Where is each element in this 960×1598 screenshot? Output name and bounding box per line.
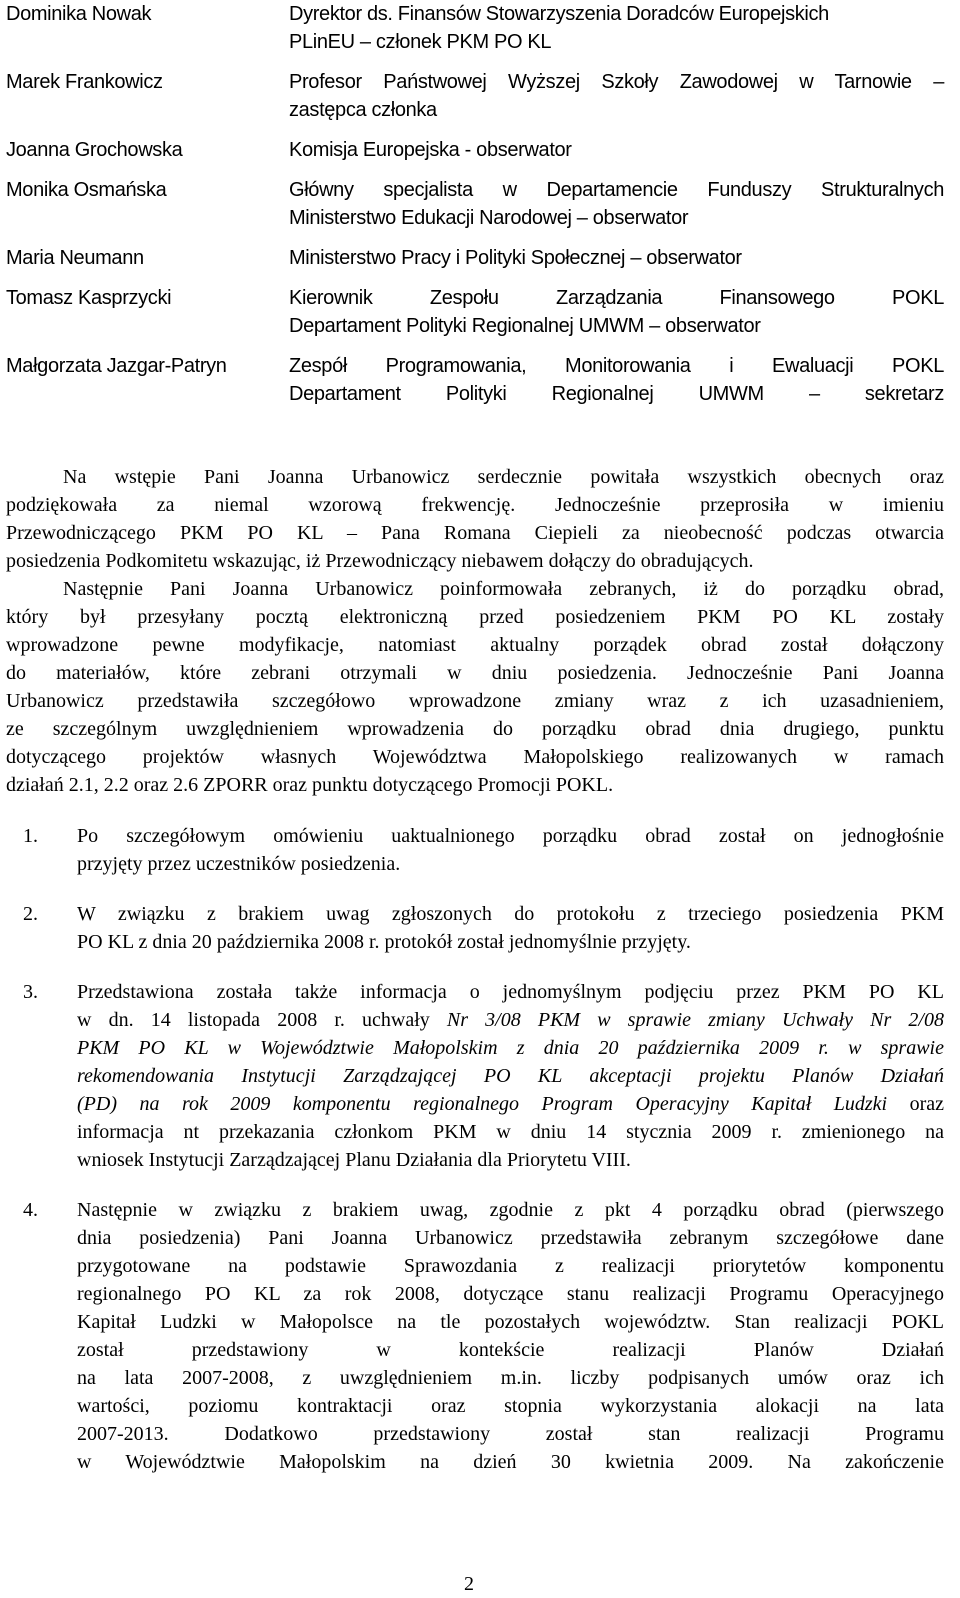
role-line: Zespół Programowania, Monitorowania i Ewaluacji POKL <box>289 355 944 377</box>
attendee-role <box>289 284 944 340</box>
list-item-3 <box>6 978 944 1174</box>
text-line: przygotowane na podstawie Sprawozdania z realizacji priorytetów komponentu <box>77 1255 944 1277</box>
attendee-name: Maria Neumann <box>6 247 144 269</box>
text-line: W związku z brakiem uwag zgłoszonych do protokołu z trzeciego posiedzenia PKM <box>77 903 944 925</box>
text-line: podziękowała za niemal wzorową frekwencję. Jednocześnie przeprosiła w imieniu <box>6 494 944 516</box>
attendee-role <box>289 244 944 272</box>
item-text <box>77 900 944 956</box>
role-line: Kierownik Zespołu Zarządzania Finansowego POKL <box>289 287 944 309</box>
intro-section <box>6 463 944 799</box>
intro-paragraph-2 <box>6 575 944 799</box>
text-line: wartości, poziomu kontraktacji oraz stopnia wykorzystania alokacji na lata <box>77 1395 944 1417</box>
attendee-name: Tomasz Kasprzycki <box>6 287 172 309</box>
text-line: posiedzenia Podkomitetu wskazując, iż Przewodniczący niebawem dołączy do obradujących. <box>6 550 754 572</box>
item-number: 3. <box>23 981 38 1003</box>
text-line <box>77 1006 944 1034</box>
attendee-row <box>6 352 944 408</box>
italic-run: PKM PO KL w Województwie Małopolskim z dnia 20 października 2009 r. <box>77 1037 829 1059</box>
text-line: 2007-2013. Dodatkowo przedstawiony został stan realizacji Programu <box>77 1423 944 1445</box>
role-line: Komisja Europejska - obserwator <box>289 139 572 161</box>
role-line: Dyrektor ds. Finansów Stowarzyszenia Doradców Europejskich <box>289 3 829 25</box>
item-number: 1. <box>23 825 38 847</box>
text-line: dnia posiedzenia) Pani Joanna Urbanowicz przedstawiła zebranym szczegółowe dane <box>77 1227 944 1249</box>
text-line: został przedstawiony w kontekście realizacji Planów Działań <box>77 1339 944 1361</box>
text-run: w dn. 14 listopada 2008 r. uchwały <box>77 1009 447 1031</box>
text-line: Po szczegółowym omówieniu uaktualnionego porządku obrad został on jednogłośnie <box>77 825 944 847</box>
text-line: działań 2.1, 2.2 oraz 2.6 ZPORR oraz punktu dotyczącego Promocji POKL. <box>6 774 614 796</box>
attendee-name: Joanna Grochowska <box>6 139 183 161</box>
text-line: wprowadzone pewne modyfikacje, natomiast aktualny porządek obrad został dołączony <box>6 634 944 656</box>
italic-run: Nr 3/08 PKM w sprawie zmiany Uchwały Nr 2/08 <box>446 1009 944 1031</box>
attendee-row <box>6 136 944 164</box>
numbered-list <box>6 822 944 1476</box>
role-line: Ministerstwo Edukacji Narodowej – obserwator <box>289 207 689 229</box>
text-line: Przewodniczącego PKM PO KL – Pana Romana Ciepieli za nieobecność podczas otwarcia <box>6 522 944 544</box>
text-line: do materiałów, które zebrani otrzymali w dniu posiedzenia. Jednocześnie Pani Joanna <box>6 662 944 684</box>
item-text <box>77 1196 944 1476</box>
text-line: Następnie w związku z brakiem uwag, zgodnie z pkt 4 porządku obrad (pierwszego <box>77 1199 944 1221</box>
item-number: 2. <box>23 903 38 925</box>
role-line: Departament Polityki Regionalnej UMWM – sekretarz <box>289 383 944 405</box>
text-line <box>77 1090 944 1118</box>
text-line: Kapitał Ludzki w Małopolsce na tle pozostałych województw. Stan realizacji POKL <box>77 1311 944 1333</box>
text-line: przyjęty przez uczestników posiedzenia. <box>77 853 401 875</box>
text-line: regionalnego PO KL za rok 2008, dotyczące stanu realizacji Programu Operacyjnego <box>77 1283 944 1305</box>
text-line <box>77 1062 944 1090</box>
italic-run: rekomendowania Instytucji Zarządzającej PO KL akceptacji projektu Planów Działań <box>77 1065 944 1087</box>
document-page <box>6 0 944 1476</box>
text-line: który był przesyłany pocztą elektroniczną przed posiedzeniem PKM PO KL zostały <box>6 606 944 628</box>
attendee-name: Monika Osmańska <box>6 179 167 201</box>
item-text <box>77 978 944 1174</box>
text-line: wniosek Instytucji Zarządzającej Planu Działania dla Priorytetu VIII. <box>77 1149 631 1171</box>
item-number: 4. <box>23 1199 38 1221</box>
text-line: Przedstawiona została także informacja o jednomyślnym podjęciu przez PKM PO KL <box>77 981 944 1003</box>
attendee-row <box>6 0 944 56</box>
list-item-2 <box>6 900 944 956</box>
text-line: Urbanowicz przedstawiła szczegółowo wprowadzone zmiany wraz z ich uzasadnieniem, <box>6 690 944 712</box>
attendee-row <box>6 244 944 272</box>
text-line: Na wstępie Pani Joanna Urbanowicz serdecznie powitała wszystkich obecnych oraz <box>63 466 944 488</box>
role-line: Ministerstwo Pracy i Polityki Społecznej – obserwator <box>289 247 742 269</box>
attendee-row <box>6 68 944 124</box>
attendee-name: Marek Frankowicz <box>6 71 163 93</box>
text-line: dotyczącego projektów własnych Województwa Małopolskiego realizowanych w ramach <box>6 746 944 768</box>
italic-run: w sprawie <box>828 1037 944 1059</box>
text-line: w Województwie Małopolskim na dzień 30 kwietnia 2009. Na zakończenie <box>77 1451 944 1473</box>
text-line: Następnie Pani Joanna Urbanowicz poinformowała zebranych, iż do porządku obrad, <box>63 578 944 600</box>
attendee-name: Małgorzata Jazgar-Patryn <box>6 355 227 377</box>
attendee-row <box>6 176 944 232</box>
attendee-list <box>6 0 944 408</box>
role-line: Główny specjalista w Departamencie Funduszy Strukturalnych <box>289 179 944 201</box>
text-line: na lata 2007-2008, z uwzględnieniem m.in. liczby podpisanych umów oraz ich <box>77 1367 944 1389</box>
role-line: PLinEU – członek PKM PO KL <box>289 31 552 53</box>
attendee-role <box>289 68 944 124</box>
intro-paragraph-1 <box>6 463 944 575</box>
text-run: oraz <box>887 1093 944 1115</box>
text-line <box>77 1034 944 1062</box>
list-item-4 <box>6 1196 944 1476</box>
page-number: 2 <box>464 1573 474 1595</box>
attendee-role <box>289 352 944 408</box>
list-item-1 <box>6 822 944 878</box>
text-line: ze szczególnym uwzględnieniem wprowadzenia do porządku obrad dnia drugiego, punktu <box>6 718 944 740</box>
attendee-role <box>289 176 944 232</box>
attendee-role <box>289 0 944 56</box>
item-text <box>77 822 944 878</box>
attendee-role <box>289 136 944 164</box>
role-line: zastępca członka <box>289 99 437 121</box>
italic-run: (PD) na rok 2009 komponentu regionalnego Program Operacyjny Kapitał Ludzki <box>77 1093 888 1115</box>
text-line: informacja nt przekazania członkom PKM w dniu 14 stycznia 2009 r. zmienionego na <box>77 1121 944 1143</box>
text-line: PO KL z dnia 20 października 2008 r. protokół został jednomyślnie przyjęty. <box>77 931 691 953</box>
role-line: Profesor Państwowej Wyższej Szkoły Zawodowej w Tarnowie – <box>289 71 944 93</box>
attendee-name: Dominika Nowak <box>6 3 152 25</box>
attendee-row <box>6 284 944 340</box>
role-line: Departament Polityki Regionalnej UMWM – obserwator <box>289 315 761 337</box>
